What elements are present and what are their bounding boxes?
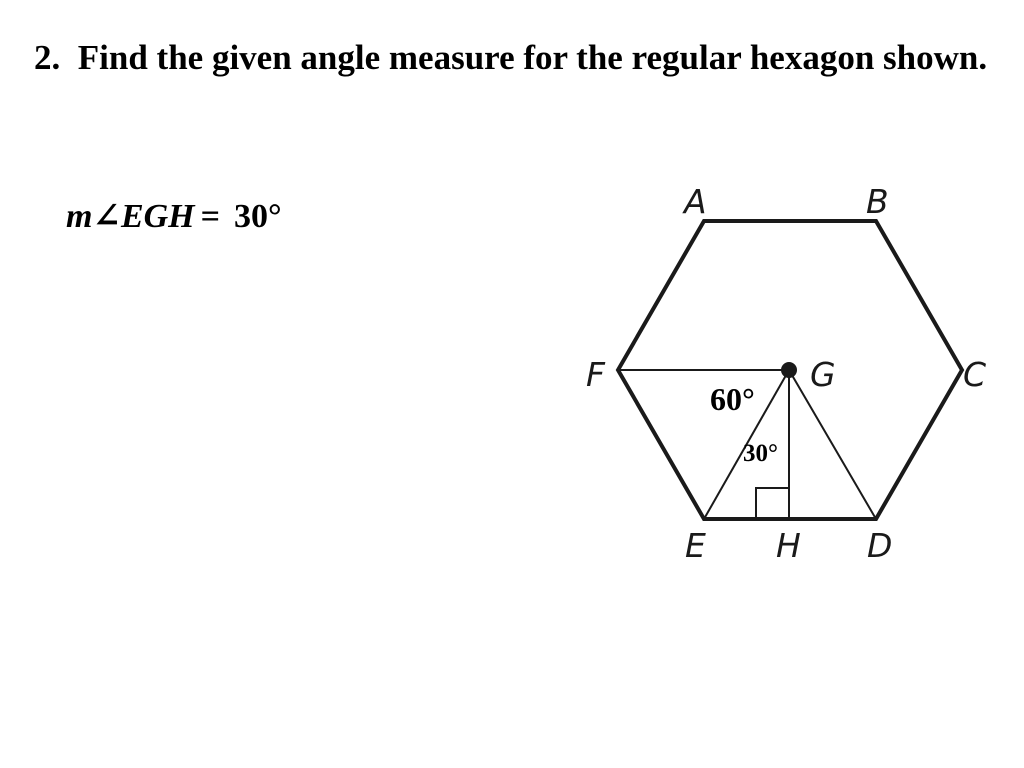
question-number: 2. <box>34 38 61 77</box>
angle-label-30: 30° <box>743 440 778 467</box>
vertex-label-h: H <box>776 526 801 565</box>
vertex-label-a: A <box>684 182 707 221</box>
angle-symbol: ∠ <box>92 198 121 235</box>
vertex-label-g: G <box>810 355 836 394</box>
vertex-label-f: F <box>586 355 605 394</box>
vertex-label-c: C <box>963 355 987 394</box>
center-point <box>781 362 797 378</box>
vertex-label-d: D <box>867 526 893 565</box>
answer-value: 30° <box>234 198 282 235</box>
right-angle-marker <box>756 488 789 519</box>
vertex-label-e: E <box>685 526 706 565</box>
vertex-label-b: B <box>866 182 889 221</box>
question-prompt: Find the given angle measure for the regular hexagon shown. <box>77 38 988 77</box>
answer-variable: m <box>66 198 93 235</box>
answer-angle-name: EGH <box>120 198 195 235</box>
answer-equals: = <box>200 198 221 235</box>
angle-label-60: 60° <box>710 381 755 417</box>
